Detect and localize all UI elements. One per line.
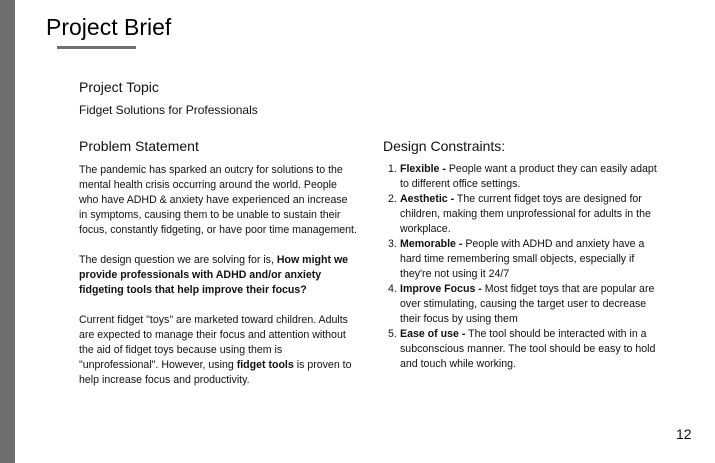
item-label: Improve Focus - (400, 283, 482, 295)
item-number: 2. (388, 193, 397, 205)
list-item (388, 162, 658, 192)
design-question: How might we provide professionals with ADHD and/or anxiety fidgeting tools that help improve their focus? (79, 254, 349, 296)
problem-statement-heading: Problem Statement (79, 138, 199, 154)
project-topic-heading: Project Topic (79, 79, 159, 95)
item-label: Flexible - (400, 163, 446, 175)
list-item (388, 282, 658, 327)
list-item (388, 192, 658, 237)
side-bar-decoration (0, 0, 15, 463)
paragraph (79, 313, 357, 388)
page-number: 12 (676, 426, 692, 442)
item-number: 3. (388, 238, 397, 250)
text: is proven to help increase focus and productivity. (79, 359, 352, 386)
paragraph: The pandemic has sparked an outcry for solutions to the mental health crisis occurring around the world. People who have ADHD & anxiety have experienced an increase in symptoms, causing them to be unable to sustain their focus, constantly fidgeting, or have poor time management. (79, 164, 357, 236)
design-constraints-heading: Design Constraints: (383, 138, 506, 154)
item-label: Memorable - (400, 238, 463, 250)
title-underline (57, 46, 136, 49)
design-constraints-list (388, 162, 658, 372)
text: The design question we are solving for is, (79, 254, 277, 266)
paragraph (79, 253, 357, 298)
item-label: Ease of use - (400, 328, 466, 340)
item-text: The current fidget toys are designed for children, making them unprofessional for adults in the workplace. (400, 193, 651, 235)
item-number: 5. (388, 328, 397, 340)
item-text: The tool should be interacted with in a subconscious manner. The tool should be easy to hold and touch while working. (400, 328, 656, 370)
item-text: People with ADHD and anxiety have a hard time remembering small objects, especially if they're not using it 24/7 (400, 238, 645, 280)
item-label: Aesthetic - (400, 193, 455, 205)
project-topic-value: Fidget Solutions for Professionals (79, 103, 258, 117)
list-item (388, 237, 658, 282)
item-text: People want a product they can easily adapt to different office settings. (400, 163, 657, 190)
text: Current fidget "toys" are marketed toward children. Adults are expected to manage their focus and attention without the aid of fidget toys because using them is "unprofessional". However, using (79, 314, 348, 371)
list-item (388, 327, 658, 372)
page-title: Project Brief (46, 14, 172, 40)
item-text: Most fidget toys that are popular are over stimulating, causing the target user to decrease their focus by using them (400, 283, 655, 325)
problem-statement-body (79, 163, 357, 403)
item-number: 1. (388, 163, 397, 175)
emphasis: fidget tools (236, 359, 294, 371)
item-number: 4. (388, 283, 397, 295)
